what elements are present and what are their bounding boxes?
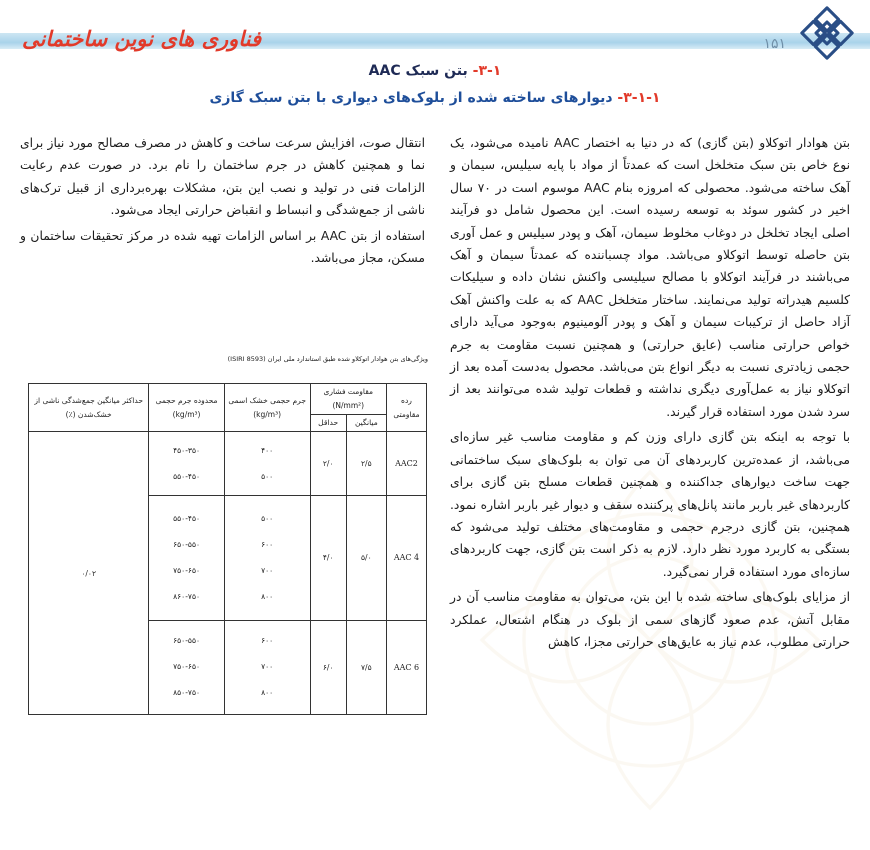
grade-cell: AAC2 xyxy=(386,432,426,496)
range-value: ۷۵۰-۶۵۰ xyxy=(173,662,201,672)
density-value: ۵۰۰ xyxy=(261,471,274,481)
aac-properties-table xyxy=(28,383,427,715)
shrinkage-cell: ۰/۰۲ xyxy=(29,432,149,715)
subsection-heading-number: ۳-۱-۱- xyxy=(617,90,661,106)
range-value: ۸۶۰-۷۵۰ xyxy=(173,591,201,601)
range-value: ۶۵۰-۵۵۰ xyxy=(173,539,201,549)
density-value: ۷۰۰ xyxy=(261,565,274,575)
section-heading-title: بتن سبک AAC xyxy=(368,63,468,79)
grade-cell: AAC 6 xyxy=(386,620,426,714)
header-strength-avg: میانگین xyxy=(346,415,386,432)
header-strength: مقاومت فشاری (N/mm²) xyxy=(310,384,386,415)
range-value: ۸۵۰-۷۵۰ xyxy=(173,688,201,698)
range-value: ۷۵۰-۶۵۰ xyxy=(173,565,201,575)
density-value: ۶۰۰ xyxy=(261,539,274,549)
paragraph: انتقال صوت، افزایش سرعت ساخت و کاهش در مصرف مصالح مورد نیاز برای نما و همچنین کاهش در جرم ساختمان را نام برد. در صورت عدم رعایت الزامات فنی در تولید و نصب این بتن، مشکلات بهره‌برداری از قبیل ترک‌های ناشی از جمع‌شدگی و انبساط و انقباض حرارتی ایجاد می‌شود. xyxy=(20,136,425,218)
journal-title: فناوری های نوین ساختمانی xyxy=(22,26,262,51)
density-cell xyxy=(224,432,310,496)
interlocking-knot-emblem-icon xyxy=(798,4,856,62)
header-dry-density: جرم حجمی خشک اسمی (kg/m³) xyxy=(224,384,310,432)
strength-min-cell: ۴/۰ xyxy=(310,496,346,621)
density-cell xyxy=(224,496,310,621)
paragraph: استفاده از بتن AAC بر اساس الزامات تهیه شده در مرکز تحقیقات ساختمان و مسکن، مجاز می‌باشد. xyxy=(20,228,425,266)
header-density-range: محدوده جرم حجمی (kg/m³) xyxy=(149,384,224,432)
strength-avg-cell: ۷/۵ xyxy=(346,620,386,714)
density-value: ۶۰۰ xyxy=(261,636,274,646)
strength-avg-cell: ۲/۵ xyxy=(346,432,386,496)
paragraph: بتن هوادار اتوکلاو (بتن گازی) که در دنیا به اختصار AAC نامیده می‌شود، یک نوع خاص بتن سبک متخلخل است که عمدتاً از مواد با پایه سیلیس، سیمان و آهک ساخته می‌شود. محصولی که امروزه بنام AAC موسوم است در ۷۰ سال اخیر در کشور سوئد به توسعه رسیده است. این محصول شامل دو فرآیند اصلی ایجاد تخلخل در دوغاب مخلوط سیمان، آهک و پودر سیلیس و عمل آوری بتن حاصله توسط اتوکلاو می‌باشد. مواد چسباننده که عمدتاً سیمان و آهک می‌باشند در فرآیند اتوکلاو با مصالح سیلیسی واکنش نشان داده و سیلیکات کلسیم هیدراته تولید می‌نمایند. ساختار متخلخل AAC که به علت واکنش آهک آزاد حاصل از ترکیبات سیمان و آهک و پودر آلومینیوم به‌وجود می‌آید دارای خواص حرارتی مناسب (عایق حرارتی) و همچنین نسبت مقاومت به جرم حجمی زیادتری نسبت به دیگر انواع بتن می‌باشد. محصول به‌دست آمده بعد از اتوکلاو نیاز به عمل‌آوری دیگری نداشته و قطعات تولید شده می‌توانند بعد از سرد شدن مورد استفاده قرار گیرند. xyxy=(450,136,851,419)
table-row xyxy=(29,432,427,496)
range-cell xyxy=(149,432,224,496)
left-text-column xyxy=(20,132,425,272)
density-value: ۷۰۰ xyxy=(261,662,274,672)
paragraph: از مزایای بلوک‌های ساخته شده با این بتن، می‌توان به مقاومت مناسب آن در مقابل آتش، عدم صعود گازهای سمی از بلوک در هنگام اشتعال، عملکرد حرارتی مطلوب، عدم نیاز به عایق‌های حرارتی مجزا، کاهش xyxy=(450,590,850,649)
range-cell xyxy=(149,620,224,714)
header-grade: رده مقاومتی xyxy=(386,384,426,432)
strength-min-cell: ۲/۰ xyxy=(310,432,346,496)
strength-min-cell: ۶/۰ xyxy=(310,620,346,714)
density-cell xyxy=(224,620,310,714)
subsection-heading-title: دیوارهای ساخته شده از بلوک‌های دیواری با بتن سبک گازی xyxy=(209,90,613,106)
range-value: ۶۵۰-۵۵۰ xyxy=(173,636,201,646)
subsection-heading xyxy=(0,90,870,106)
paragraph: با توجه به اینکه بتن گازی دارای وزن کم و مقاومت مناسب غیر سازه‌ای می‌باشد، از عمده‌ترین کاربردهای آن می توان به بلوک‌های سبک ساختمانی جهت ساخت دیوارهای جداکننده و همچنین قطعات مسلح بتن گازی برای کاربردهای غیر باربر مانند پانل‌های پرکننده سقف و دیوار غیر باربر اشاره نمود. همچنین، بتن گازی درجرم حجمی و مقاومت‌های مختلف تولید می‌شود که بستگی به کاربرد مورد نظر دارد. لازم به ذکر است بتن گازی، جهت کاربردهای سازه‌ای مورد استفاده قرار نمی‌گیرد. xyxy=(450,430,850,579)
range-cell xyxy=(149,496,224,621)
strength-avg-cell: ۵/۰ xyxy=(346,496,386,621)
section-heading xyxy=(0,63,870,79)
density-value: ۴۰۰ xyxy=(261,445,274,455)
range-value: ۵۵۰-۴۵۰ xyxy=(173,471,201,481)
range-value: ۴۵۰-۳۵۰ xyxy=(173,445,201,455)
header-shrinkage: حداکثر میانگین جمع‌شدگی ناشی از خشک‌شدن (٪) xyxy=(29,384,149,432)
density-value: ۸۰۰ xyxy=(261,591,274,601)
right-text-column xyxy=(450,132,850,656)
density-value: ۸۰۰ xyxy=(261,688,274,698)
header-strength-min: حداقل xyxy=(310,415,346,432)
grade-cell: AAC 4 xyxy=(386,496,426,621)
table-caption: ویژگی‌های بتن هوادار اتوکلاو شده طبق استاندارد ملی ایران (ISIRI 8593) xyxy=(227,355,428,363)
range-value: ۵۵۰-۴۵۰ xyxy=(173,513,201,523)
page-number: ۱۵۱ xyxy=(763,36,786,52)
section-heading-number: ۳-۱- xyxy=(472,63,502,79)
density-value: ۵۰۰ xyxy=(261,513,274,523)
